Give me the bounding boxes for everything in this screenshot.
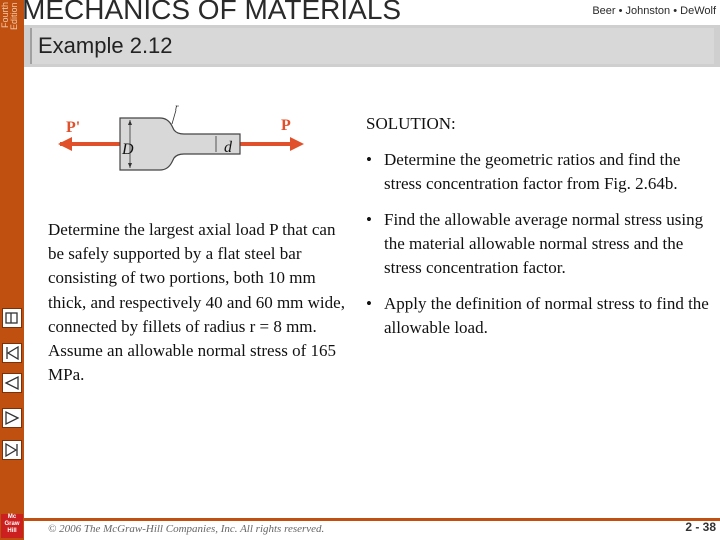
wide-label: D (122, 141, 134, 158)
solution-step: • Apply the definition of normal stress to find the allowable load. (366, 294, 709, 337)
copyright-notice: © 2006 The McGraw-Hill Companies, Inc. All rights reserved. (48, 523, 325, 535)
example-title: Example 2.12 (30, 28, 714, 64)
right-load-label: P (281, 117, 291, 134)
course-title: MECHANICS OF MATERIALS (22, 0, 402, 25)
step-text: Find the allowable average normal stress using the material allowable normal stress and the stress concentration factor. (384, 210, 704, 277)
fillet-label: r (175, 104, 179, 112)
home-icon (3, 309, 21, 327)
solution-heading: SOLUTION: (366, 114, 456, 133)
last-slide-button[interactable] (2, 440, 22, 460)
edition-label: Fourth Edition (0, 2, 19, 30)
first-icon (3, 344, 21, 362)
first-slide-button[interactable] (2, 343, 22, 363)
home-nav-button[interactable] (2, 308, 22, 328)
left-arrowhead (58, 137, 72, 151)
solution-steps (366, 148, 716, 352)
authors: Beer • Johnston • DeWolf (592, 5, 716, 17)
previous-slide-button[interactable] (2, 373, 22, 393)
right-arrowhead (290, 137, 304, 151)
logo-text: Mc Graw Hill (4, 514, 20, 534)
problem-statement: Determine the largest axial load P that can be safely supported by a flat steel bar consisting of two portions, both 10 mm thick, and respectively 40 and 60 mm wide, connected by fillets of radius r = 8 mm. Assume an allowable normal stress of 165 MPa. (48, 220, 345, 385)
mcgraw-hill-logo (1, 514, 23, 538)
left-load-label: P' (66, 119, 81, 136)
solution-step: • Determine the geometric ratios and find the stress concentration factor from Fig. 2.64b. (366, 150, 681, 193)
fillet-leader (172, 110, 176, 124)
solution-step: • Find the allowable average normal stress using the material allowable normal stress and the stress concentration factor. (366, 210, 704, 277)
bar-outline (120, 118, 240, 170)
narrow-label: d (224, 139, 232, 156)
footer-divider (24, 518, 720, 521)
next-slide-button[interactable] (2, 408, 22, 428)
next-icon (3, 409, 21, 427)
page-number: 2 - 38 (685, 520, 716, 534)
stepped-bar-figure (56, 104, 306, 174)
previous-icon (3, 374, 21, 392)
step-text: Determine the geometric ratios and find the stress concentration factor from Fig. 2.64b. (384, 150, 681, 193)
last-icon (3, 441, 21, 459)
step-text: Apply the definition of normal stress to find the allowable load. (384, 294, 709, 337)
